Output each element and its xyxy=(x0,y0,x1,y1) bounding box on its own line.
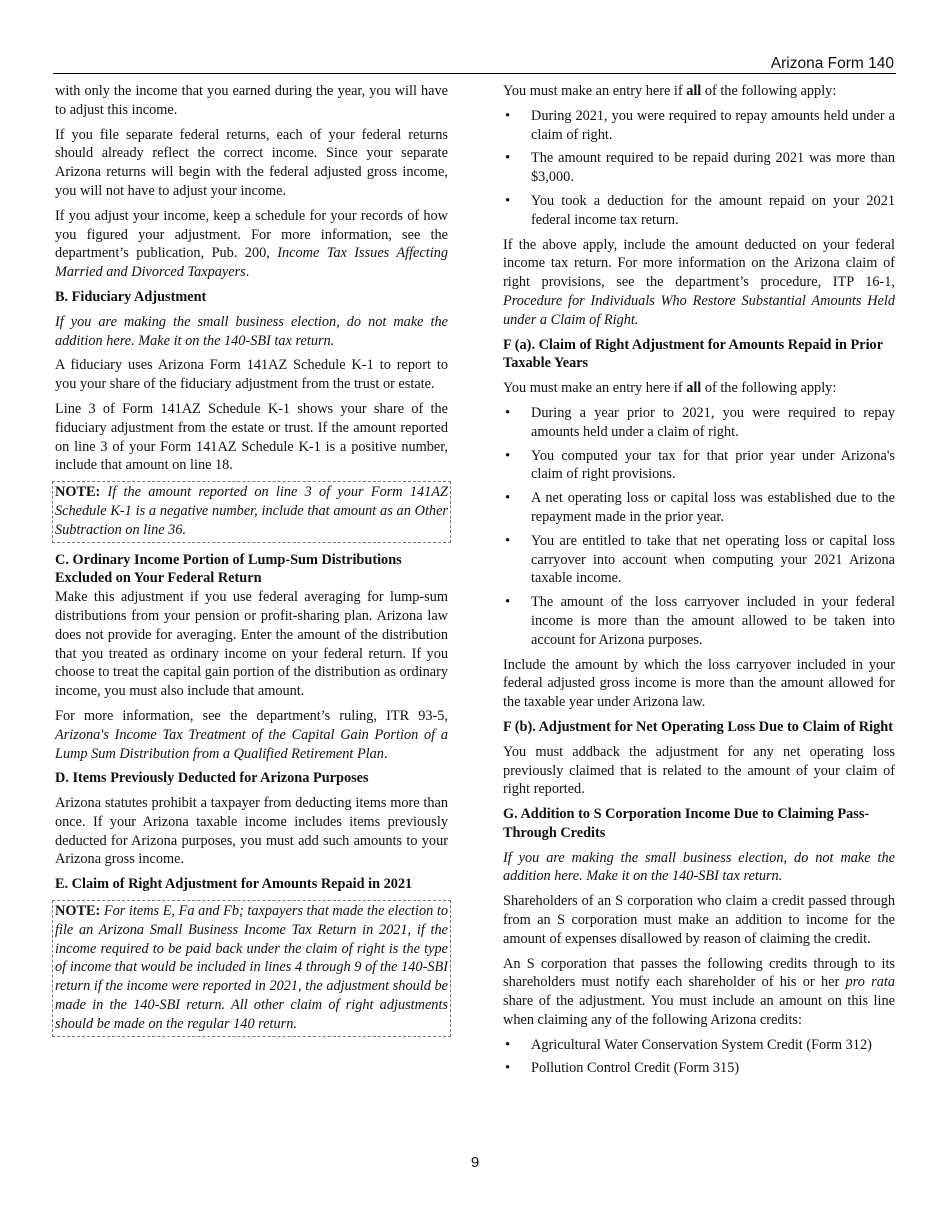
section-g-paragraph-2-end: share of the adjustment. You must include an amount on this line when claiming any of the following Arizona credits: xyxy=(503,993,895,1029)
section-e-bullet-list xyxy=(503,107,895,230)
pro-rata-term: pro rata xyxy=(845,974,895,991)
section-g-paragraph-2-text: An S corporation that passes the following credits through to its shareholders must notify each shareholder of his or her xyxy=(503,955,895,991)
section-b-note-box xyxy=(52,481,451,542)
itr-93-5-title: Arizona's Income Tax Treatment of the Capital Gain Portion of a Lump Sum Distribution from a Qualified Retirement Plan xyxy=(55,726,448,762)
list-item: • You took a deduction for the amount repaid on your 2021 federal income tax return. xyxy=(503,192,895,230)
section-fa-bullet-list xyxy=(503,404,895,650)
section-fa-intro-end: of the following apply: xyxy=(701,380,837,397)
list-item: • You are entitled to take that net operating loss or capital loss carryover into account when computing your 2021 Arizona taxable income. xyxy=(503,532,895,588)
intro-paragraph-3-end: . xyxy=(245,264,250,281)
intro-paragraph-3 xyxy=(55,207,448,282)
section-g-bullet-list xyxy=(503,1036,895,1078)
section-d-paragraph-1: Arizona statutes prohibit a taxpayer from deducting items more than once. If your Arizona taxable income includes items previously deducted for Arizona purposes, you must add such amounts to your Arizona gross income. xyxy=(55,795,448,868)
intro-paragraph-2: If you file separate federal returns, each of your federal returns should already reflect the correct income. Since your separate Arizona returns will begin with the federal adjusted gross income, you will not have to adjust your income. xyxy=(55,126,448,199)
section-c-heading: C. Ordinary Income Portion of Lump-Sum Distributions Excluded on Your Federal Return xyxy=(55,551,402,587)
section-e-note-box xyxy=(52,900,451,1037)
list-item: • Pollution Control Credit (Form 315) xyxy=(503,1059,895,1078)
list-item: • During a year prior to 2021, you were required to repay amounts held under a claim of right. xyxy=(503,404,895,442)
list-item: • The amount of the loss carryover included in your federal income is more than the amount allowed to be taken into account for Arizona purposes. xyxy=(503,593,895,649)
list-item: • A net operating loss or capital loss was established due to the repayment made in the prior year. xyxy=(503,489,895,527)
list-item: • Agricultural Water Conservation System Credit (Form 312) xyxy=(503,1036,895,1055)
list-item: • You computed your tax for that prior year under Arizona's claim of right provisions. xyxy=(503,447,895,485)
page-header-title: Arizona Form 140 xyxy=(770,55,894,72)
list-item: • During 2021, you were required to repay amounts held under a claim of right. xyxy=(503,107,895,145)
section-e-heading: E. Claim of Right Adjustment for Amounts Repaid in 2021 xyxy=(55,876,413,893)
section-fa-intro-bold: all xyxy=(686,380,702,397)
section-g-italic-text: If you are making the small business election, do not make the addition here. Make it on the 140-SBI tax return. xyxy=(503,849,895,885)
section-g-paragraph-2 xyxy=(503,955,895,1030)
list-item: • The amount required to be repaid during 2021 was more than $3,000. xyxy=(503,149,895,187)
section-b-paragraph-1: A fiduciary uses Arizona Form 141AZ Schedule K-1 to report to you your share of the fiduciary adjustment from the trust or estate. xyxy=(55,357,448,393)
section-fa-intro-text: You must make an entry here if xyxy=(503,380,687,397)
section-e-paragraph-after-text: If the above apply, include the amount deducted on your federal income tax return. For more information on the Arizona claim of right provisions, see the department’s procedure, ITP 16-1, xyxy=(503,236,895,291)
itp-16-1-title: Procedure for Individuals Who Restore Substantial Amounts Held under a Claim of Right. xyxy=(503,292,895,328)
header-rule xyxy=(53,73,896,74)
section-c-paragraph-2-end: . xyxy=(383,745,388,762)
section-e-intro-end: of the following apply: xyxy=(701,83,837,99)
section-fb-heading: F (b). Adjustment for Net Operating Loss Due to Claim of Right xyxy=(503,718,893,735)
section-e-paragraph-after xyxy=(503,236,895,330)
section-c-paragraph-1: Make this adjustment if you use federal averaging for lump-sum distributions from your pension or profit-sharing plan. Arizona law does not provide for averaging. Enter the amount of the distribution that you treated as ordinary income on your federal return. If you choose to treat the capital gain portion of the distribution as ordinary income, you must also include that amount. xyxy=(55,589,448,700)
section-fa-heading: F (a). Claim of Right Adjustment for Amounts Repaid in Prior Taxable Years xyxy=(503,336,883,372)
intro-paragraph-1: with only the income that you earned during the year, you will have to adjust this income. xyxy=(55,83,448,118)
pub-200-title: Income Tax Issues Affecting Married and Divorced Taxpayers xyxy=(55,245,448,281)
section-fa-paragraph-after: Include the amount by which the loss carryover included in your federal adjusted gross income is more than the amount allowed for the taxable year under Arizona law. xyxy=(503,656,895,711)
section-g-heading: G. Addition to S Corporation Income Due to Claiming Pass-Through Credits xyxy=(503,806,870,841)
right-column xyxy=(503,82,895,1083)
section-b-note-text: If the amount reported on line 3 of your Form 141AZ Schedule K-1 is a negative number, include that amount as an Other Subtraction on line 36. xyxy=(55,484,448,538)
section-fb-paragraph-1: You must addback the adjustment for any net operating loss previously claimed that is related to the amount of your claim of right reported. xyxy=(503,743,895,798)
section-b-italic-text: If you are making the small business election, do not make the addition here. Make it on the 140-SBI tax return. xyxy=(55,313,448,349)
section-b-heading: B. Fiduciary Adjustment xyxy=(55,288,207,305)
page-number: 9 xyxy=(470,1154,480,1171)
section-b-paragraph-2: Line 3 of Form 141AZ Schedule K-1 shows your share of the fiduciary adjustment from the estate or trust. If the amount reported on line 3 of your Form 141AZ Schedule K-1 is a positive number, include that amount on line 18. xyxy=(55,400,448,474)
left-column xyxy=(55,82,448,1045)
section-e-intro-bold: all xyxy=(686,83,702,99)
section-c-paragraph-2-text: For more information, see the department’s ruling, ITR 93-5, xyxy=(55,707,448,724)
section-e-intro-text: You must make an entry here if xyxy=(503,83,687,99)
section-g-paragraph-1: Shareholders of an S corporation who claim a credit passed through from an S corporation must make an addition to income for the amount of expenses disallowed by reason of claiming the credit. xyxy=(503,893,895,947)
section-c-paragraph-2 xyxy=(55,707,448,763)
section-g-italic-note xyxy=(503,849,895,887)
section-fa-intro xyxy=(503,379,895,398)
section-b-italic-note xyxy=(55,313,448,351)
note-label: NOTE: xyxy=(55,484,101,501)
section-e-note-text: For items E, Fa and Fb; taxpayers that made the election to file an Arizona Small Business Income Tax Return in 2021, if the income required to be paid back under the claim of right is the type of income that would be included in lines 4 through 9 of the 140-SBI return if the income were reported in 2021, the adjustment should be made in the 140-SBI return. All other claim of right adjustments should be made on the regular 140 return. xyxy=(55,903,448,1032)
intro-paragraph-3-text: If you adjust your income, keep a schedule for your records of how you figured your adjustment. For more information, see the department’s publication, Pub. 200, xyxy=(55,207,448,262)
section-d-heading: D. Items Previously Deducted for Arizona Purposes xyxy=(55,770,369,787)
note-label: NOTE: xyxy=(55,903,101,920)
section-e-intro xyxy=(503,82,895,101)
